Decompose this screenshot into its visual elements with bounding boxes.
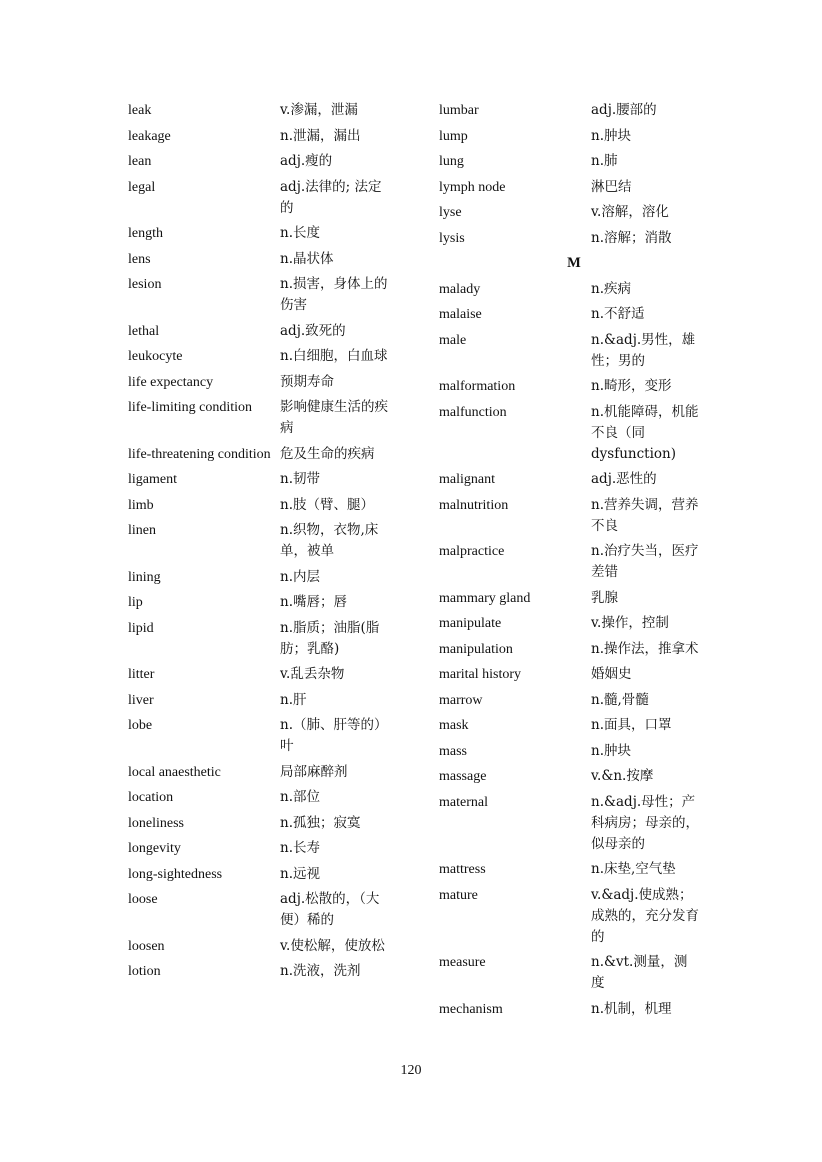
glossary-definition: n.肿块 xyxy=(591,742,631,759)
glossary-term: life-threatening condition xyxy=(128,446,271,462)
glossary-term: malignant xyxy=(439,472,495,487)
glossary-entry xyxy=(128,444,398,465)
glossary-definition: v.渗漏，泄漏 xyxy=(280,102,358,118)
glossary-entry xyxy=(439,177,709,198)
glossary-term: life-limiting condition xyxy=(128,400,253,415)
glossary-entry xyxy=(439,792,709,855)
glossary-definition: adj.松散的，（大便）稀的 xyxy=(280,891,380,928)
glossary-definition: n.损害，身体上的伤害 xyxy=(280,276,388,313)
glossary-term: mechanism xyxy=(439,1001,503,1017)
glossary-definition: n.远视 xyxy=(280,865,320,882)
glossary-entry xyxy=(128,372,398,393)
glossary-entry xyxy=(439,715,709,736)
glossary-definition: 危及生命的疾病 xyxy=(280,445,375,462)
glossary-definition: n.嘴唇；唇 xyxy=(280,594,347,610)
glossary-definition: n.肿块 xyxy=(591,127,631,144)
glossary-entry xyxy=(128,762,398,783)
glossary-term: massage xyxy=(439,769,487,784)
glossary-entry xyxy=(439,639,709,660)
glossary-entry xyxy=(439,999,709,1020)
glossary-term: life expectancy xyxy=(128,374,214,390)
glossary-term: marital history xyxy=(439,667,522,682)
glossary-term: length xyxy=(128,226,163,241)
glossary-entry xyxy=(128,346,398,367)
glossary-term: mask xyxy=(439,718,469,733)
glossary-term: lethal xyxy=(128,323,160,339)
glossary-entry xyxy=(128,715,398,757)
glossary-term: lipid xyxy=(128,620,154,636)
glossary-definition: v.&adj.使成熟；成熟的，充分发育的 xyxy=(591,886,699,945)
glossary-term: linen xyxy=(128,523,156,538)
glossary-definition: n.肺 xyxy=(591,153,618,169)
glossary-term: lysis xyxy=(439,230,465,246)
glossary-definition: n.面具，口罩 xyxy=(591,717,672,733)
section-letter-heading: M xyxy=(567,255,581,271)
glossary-definition: n.机制，机理 xyxy=(591,1000,672,1017)
glossary-term: loose xyxy=(128,892,158,907)
page-number: 120 xyxy=(400,1063,422,1078)
glossary-term: legal xyxy=(128,179,156,195)
glossary-term: leak xyxy=(128,103,152,118)
glossary-entry xyxy=(128,223,398,244)
glossary-entry xyxy=(128,592,398,613)
glossary-term: lyse xyxy=(439,205,462,220)
glossary-definition: n.长寿 xyxy=(280,840,320,856)
glossary-term: lobe xyxy=(128,718,153,733)
glossary-entry xyxy=(128,961,398,982)
glossary-term: lens xyxy=(128,251,151,267)
glossary-definition: adj.恶性的 xyxy=(591,471,657,487)
glossary-entry xyxy=(439,376,709,397)
glossary-entry xyxy=(128,274,398,316)
glossary-entry xyxy=(128,495,398,516)
glossary-definition: adj.瘦的 xyxy=(280,153,333,169)
glossary-term: mass xyxy=(439,743,467,759)
glossary-term: longevity xyxy=(128,841,181,856)
glossary-term: malady xyxy=(439,281,481,297)
glossary-entry xyxy=(439,859,709,880)
glossary-term: mature xyxy=(439,887,478,903)
glossary-entry xyxy=(128,397,398,439)
glossary-term: lesion xyxy=(128,277,162,292)
glossary-definition: v.溶解，溶化 xyxy=(591,204,669,220)
glossary-term: male xyxy=(439,332,467,348)
glossary-term: lung xyxy=(439,154,464,169)
glossary-definition: v.使松解，使放松 xyxy=(280,937,385,954)
glossary-entry xyxy=(128,864,398,885)
glossary-term: lotion xyxy=(128,964,161,979)
glossary-entry xyxy=(128,249,398,270)
glossary-definition: n.肢（臂、腿） xyxy=(280,496,374,513)
glossary-entry xyxy=(128,936,398,957)
glossary-term: litter xyxy=(128,667,155,682)
glossary-entry xyxy=(128,151,398,172)
glossary-entry xyxy=(439,402,709,465)
glossary-entry xyxy=(439,126,709,147)
glossary-definition: v.&n.按摩 xyxy=(591,768,654,784)
glossary-definition: 局部麻醉剂 xyxy=(280,763,348,780)
glossary-definition: n.操作法，推拿术 xyxy=(591,640,699,657)
glossary-term: mammary gland xyxy=(439,590,531,606)
glossary-entry xyxy=(128,126,398,147)
glossary-entry xyxy=(128,787,398,808)
glossary-definition: n.&adj.男性，雄性；男的 xyxy=(591,331,696,369)
glossary-entry xyxy=(439,304,709,325)
glossary-term: malaise xyxy=(439,307,482,322)
glossary-definition: n.泄漏，漏出 xyxy=(280,127,361,144)
glossary-definition: 婚姻史 xyxy=(591,666,632,682)
glossary-definition: n.疾病 xyxy=(591,280,631,297)
glossary-column-right xyxy=(439,100,709,1024)
glossary-definition: n.床垫,空气垫 xyxy=(591,861,676,877)
glossary-definition: n.治疗失当，医疗差错 xyxy=(591,543,699,580)
glossary-term: lymph node xyxy=(439,179,506,195)
glossary-definition: 淋巴结 xyxy=(591,178,632,195)
glossary-term: lip xyxy=(128,595,143,610)
glossary-definition: n.溶解；消散 xyxy=(591,229,672,246)
glossary-definition: adj.法律的; 法定的 xyxy=(280,178,382,216)
glossary-term: lining xyxy=(128,569,161,585)
glossary-definition: n.孤独；寂寞 xyxy=(280,814,361,831)
glossary-column-left xyxy=(128,100,398,987)
glossary-entry xyxy=(439,228,709,249)
glossary-entry xyxy=(439,885,709,948)
glossary-definition: n.肝 xyxy=(280,691,307,708)
glossary-definition: n.&vt.测量，测度 xyxy=(591,954,688,991)
glossary-term: leakage xyxy=(128,128,171,144)
glossary-term: maternal xyxy=(439,794,488,810)
glossary-entry xyxy=(439,100,709,121)
glossary-definition: n.畸形，变形 xyxy=(591,378,672,394)
glossary-term: lean xyxy=(128,154,152,169)
glossary-entry xyxy=(439,741,709,762)
glossary-definition: v.操作，控制 xyxy=(591,615,669,631)
glossary-definition: n.内层 xyxy=(280,568,320,585)
glossary-definition: n.晶状体 xyxy=(280,250,334,267)
glossary-term: loosen xyxy=(128,938,165,954)
glossary-definition: 乳腺 xyxy=(591,589,618,606)
glossary-term: local anaesthetic xyxy=(128,764,221,780)
glossary-term: lumbar xyxy=(439,103,479,118)
glossary-entry xyxy=(439,766,709,787)
glossary-definition: n.髓,骨髓 xyxy=(591,691,649,708)
glossary-term: malfunction xyxy=(439,404,507,420)
glossary-entry xyxy=(128,520,398,562)
glossary-definition: n.部位 xyxy=(280,789,320,805)
glossary-entry xyxy=(128,321,398,342)
glossary-entry xyxy=(439,541,709,583)
glossary-term: liver xyxy=(128,692,154,708)
glossary-entry xyxy=(128,618,398,660)
glossary-entry xyxy=(439,279,709,300)
glossary-entry xyxy=(128,177,398,219)
glossary-term: lump xyxy=(439,128,468,144)
glossary-definition: n.（肺、肝等的）叶 xyxy=(280,717,388,754)
glossary-definition: adj.致死的 xyxy=(280,322,346,339)
glossary-definition: n.长度 xyxy=(280,225,320,241)
glossary-definition: n.洗液，洗剂 xyxy=(280,963,361,979)
glossary-entry xyxy=(439,664,709,685)
glossary-entry xyxy=(128,838,398,859)
glossary-entry xyxy=(439,495,709,537)
glossary-entry xyxy=(439,690,709,711)
glossary-entry xyxy=(439,952,709,994)
glossary-term: malnutrition xyxy=(439,497,509,513)
glossary-definition: n.&adj.母性；产科病房；母亲的，似母亲的 xyxy=(591,793,699,852)
glossary-definition: n.织物，衣物,床单，被单 xyxy=(280,522,379,559)
glossary-entry xyxy=(128,100,398,121)
glossary-definition: n.机能障碍，机能不良（同dysfunction) xyxy=(591,403,699,462)
glossary-definition: n.白细胞，白血球 xyxy=(280,348,388,364)
glossary-term: mattress xyxy=(439,862,486,877)
glossary-term: malformation xyxy=(439,379,516,394)
glossary-definition: 影响健康生活的疾病 xyxy=(280,399,388,436)
glossary-entry xyxy=(128,889,398,931)
glossary-term: loneliness xyxy=(128,815,184,831)
glossary-entry xyxy=(128,690,398,711)
glossary-definition: n.韧带 xyxy=(280,471,320,487)
glossary-definition: n.营养失调，营养不良 xyxy=(591,496,699,534)
glossary-definition: n.脂质；油脂(脂肪；乳酪) xyxy=(280,619,380,657)
glossary-term: ligament xyxy=(128,472,177,487)
glossary-term: leukocyte xyxy=(128,349,183,364)
glossary-term: manipulation xyxy=(439,641,513,657)
glossary-definition: adj.腰部的 xyxy=(591,102,657,118)
glossary-term: malpractice xyxy=(439,544,505,559)
glossary-entry xyxy=(128,664,398,685)
glossary-term: limb xyxy=(128,497,154,513)
glossary-entry xyxy=(439,613,709,634)
glossary-term: long-sightedness xyxy=(128,866,223,882)
glossary-entry xyxy=(439,588,709,609)
glossary-entry xyxy=(128,813,398,834)
glossary-definition: 预期寿命 xyxy=(280,373,334,390)
glossary-term: measure xyxy=(439,955,486,970)
glossary-term: marrow xyxy=(439,692,483,708)
glossary-entry xyxy=(128,567,398,588)
glossary-term: location xyxy=(128,790,174,805)
glossary-definition: n.不舒适 xyxy=(591,306,645,322)
glossary-entry xyxy=(439,469,709,490)
glossary-entry xyxy=(439,202,709,223)
glossary-entry xyxy=(128,469,398,490)
glossary-entry xyxy=(439,151,709,172)
glossary-definition: v.乱丢杂物 xyxy=(280,666,345,682)
glossary-term: manipulate xyxy=(439,616,502,631)
glossary-entry xyxy=(439,330,709,372)
